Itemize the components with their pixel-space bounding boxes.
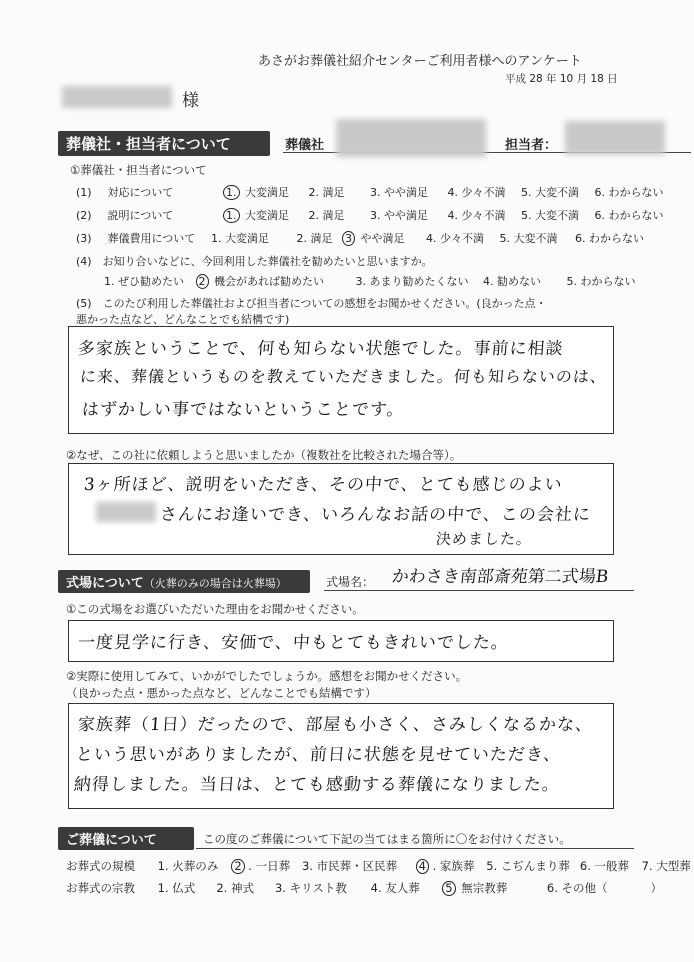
choice: 6. その他（ <box>546 881 608 895</box>
choice: 無宗教葬 <box>461 881 508 895</box>
venue-label: 式場名： <box>326 575 375 589</box>
selected-choice-circle: 1. <box>223 185 240 200</box>
choice: 3. やや満足 <box>370 186 428 199</box>
q5-text-line2: 悪かった点など、どんなことでも結構です) <box>76 313 290 326</box>
choice: 大変満足 <box>245 209 289 222</box>
choice: 2. 神式 <box>216 881 254 895</box>
choice: 7. 大型葬 <box>641 859 691 873</box>
choice: 1. 仏式 <box>157 881 196 895</box>
row-number: (1) <box>76 186 92 199</box>
choice: 5. こぢんまり葬 <box>486 859 570 873</box>
choice: 1. 大変満足 <box>211 232 269 245</box>
choice: 4. 少々不満 <box>447 209 506 222</box>
handwritten-answer-line: 納得しました。当日は、とても感動する葬儀になりました。 <box>73 775 561 795</box>
instruction-underline <box>196 848 634 849</box>
choice: 2. 満足 <box>308 209 345 222</box>
survey-title: あさがお葬儀社紹介センターご利用者様へのアンケート <box>258 54 582 69</box>
rating-row-explanation <box>76 207 664 223</box>
choice: 4. 少々不満 <box>447 186 506 199</box>
choice: 4. 友人葬 <box>370 881 420 895</box>
venue-q2-text-line2: （良かった点・悪かった点など、どんなことでも結構です） <box>66 686 377 700</box>
choice: 1. 火葬のみ <box>157 859 219 873</box>
choice: 6. わからない <box>575 232 644 245</box>
row-label: 説明について <box>107 209 174 222</box>
q2-reason-text: ②なぜ、この社に依頼しようと思いましたか（複数社を比較された場合等）。 <box>66 448 462 462</box>
venue-q1-text: ①この式場をお選びいただいた理由をお聞かせください。 <box>66 602 364 616</box>
choice: 3. 市民葬・区民葬 <box>301 859 398 873</box>
choice: 6. 一般葬 <box>579 859 630 873</box>
handwritten-answer-line: さんにお逢いでき、いろんなお話の中で、この会社に <box>159 505 592 525</box>
redacted-company-name <box>336 119 486 157</box>
selected-choice-circle: 1. <box>223 208 240 223</box>
choice: 6. わからない <box>594 186 664 199</box>
funeral-scale-row <box>66 858 691 874</box>
handwritten-answer-line: 決めました。 <box>435 530 533 548</box>
selected-choice-circle: 2 <box>231 859 244 874</box>
choice: 4. 勧めない <box>483 275 541 288</box>
choice: ） <box>650 881 663 895</box>
handwritten-answer-line: 家族葬（1日）だったので、部屋も小さく、さみしくなるかな、 <box>77 715 594 735</box>
rating-row-response <box>76 184 664 200</box>
section-title-venue <box>58 570 310 593</box>
redacted-customer-name <box>62 86 172 108</box>
selected-choice-circle: 3 <box>342 231 355 246</box>
choice: 1. ぜひ勧めたい <box>104 275 184 288</box>
choice: やや満足 <box>360 232 405 245</box>
selected-choice-circle: 4 <box>416 859 429 874</box>
row-label: 対応について <box>107 186 174 199</box>
redacted-staff-name <box>96 502 156 522</box>
section-title-funeral: ご葬儀について <box>58 827 194 850</box>
funeral-religion-row <box>66 880 662 896</box>
redacted-staff-name <box>565 121 665 155</box>
choice: . 一日葬 <box>248 859 291 873</box>
choice: 3. やや満足 <box>370 209 428 222</box>
honorific: 様 <box>182 91 199 111</box>
choice: 3. キリスト教 <box>274 881 347 895</box>
religion-label: お葬式の宗教 <box>66 881 135 895</box>
selected-choice-circle: 5 <box>442 881 455 896</box>
venue-q2-text-line1: ②実際に使用してみて、いかがでしたでしょうか。感想をお聞かせください。 <box>66 669 468 683</box>
choice: 機会があれば勧めたい <box>214 275 324 288</box>
company-label: 葬儀社 <box>285 138 325 153</box>
q5-text-line1: (5) このたび利用した葬儀社および担当者についての感想をお聞かせください。(良かった点・ <box>76 297 547 310</box>
venue-section-title: 式場について <box>66 576 144 591</box>
handwritten-answer-line: 多家族ということで、何も知らない状態でした。事前に相談 <box>77 339 565 359</box>
choice: 2. 満足 <box>296 232 333 245</box>
handwritten-venue-name: かわさき南部斎苑第二式場B <box>390 567 610 587</box>
venue-section-subtitle: （火葬のみの場合は火葬場） <box>143 577 287 590</box>
handwritten-answer-line: はずかしい事ではないということです。 <box>81 400 406 420</box>
handwritten-answer-line: 3ヶ所ほど、説明をいただき、その中で、とても感じのよい <box>83 475 564 495</box>
choice: 5. 大変不満 <box>499 232 558 245</box>
choice: 5. 大変不満 <box>521 186 579 199</box>
q4-text: (4) お知り合いなどに、今回利用した葬儀社を勧めたいと思いますか。 <box>76 255 433 268</box>
choice: 5. 大変不満 <box>521 209 579 222</box>
row-number: (2) <box>76 209 92 222</box>
selected-choice-circle: 2 <box>196 274 209 289</box>
handwritten-answer-line: に来、葬儀というものを教えていただきました。何も知らないのは、 <box>79 367 608 386</box>
handwritten-answer-line: という思いがありましたが、前日に状態を見せていただき、 <box>75 745 562 765</box>
row-number: (3) <box>76 232 92 245</box>
q1-title: ①葬儀社・担当者について <box>70 163 207 177</box>
choice: 6. わからない <box>594 209 664 222</box>
section-title-company: 葬儀社・担当者について <box>58 131 270 156</box>
choice: 3. あまり勧めたくない <box>355 275 469 288</box>
venue-underline <box>324 590 634 591</box>
scale-label: お葬式の規模 <box>66 859 135 873</box>
row-label: 葬儀費用について <box>107 232 196 245</box>
handwritten-answer-line: 一度見学に行き、安価で、中もとてもきれいでした。 <box>77 633 510 653</box>
choice: 大変満足 <box>245 186 289 199</box>
rating-row-cost <box>76 230 644 246</box>
survey-date: 平成 28 年 10 月 18 日 <box>505 73 618 85</box>
staff-label: 担当者： <box>505 138 558 153</box>
choice: . 家族葬 <box>432 859 475 873</box>
choice: 5. わからない <box>566 275 636 288</box>
q4-choices <box>104 273 636 289</box>
choice: 2. 満足 <box>308 186 345 199</box>
choice: 4. 少々不満 <box>426 232 484 245</box>
funeral-instruction: この度のご葬儀について下記の当てはまる箇所に〇をお付けください。 <box>203 832 571 846</box>
